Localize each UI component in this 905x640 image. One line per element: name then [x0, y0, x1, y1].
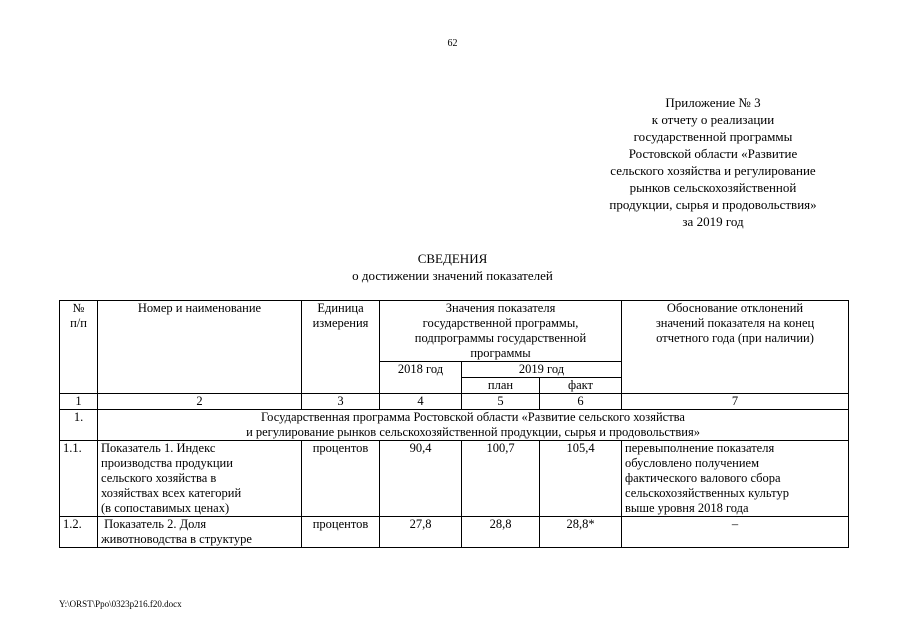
row-fact: 105,4 [540, 441, 622, 517]
header-fact: факт [540, 378, 622, 394]
section-title [98, 410, 849, 441]
appendix-line: Приложение № 3 [665, 95, 761, 110]
appendix-line: рынков сельскохозяйственной [629, 180, 797, 195]
row-unit: процентов [302, 517, 380, 548]
title-main: СВЕДЕНИЯ [417, 251, 488, 266]
row-name-line: хозяйствах всех категорий [101, 486, 242, 500]
row-reason-line: обусловлено получением [625, 456, 759, 470]
row-name-line: (в сопоставимых ценах) [101, 501, 230, 515]
row-reason [622, 441, 849, 517]
appendix-line: к отчету о реализации [651, 112, 775, 127]
row-plan: 28,8 [462, 517, 540, 548]
header-row [60, 301, 849, 362]
row-name-line: Показатель 2. Доля [101, 517, 207, 531]
header-unit [302, 301, 380, 394]
col-number: 6 [540, 394, 622, 410]
row-value-2018: 27,8 [380, 517, 462, 548]
header-values-line: Значения показателя [445, 301, 556, 315]
section-num: 1. [60, 410, 98, 441]
table-row [60, 517, 849, 548]
header-values-line: программы [470, 346, 531, 360]
header-values-line: государственной программы, [422, 316, 579, 330]
header-year-2019: 2019 год [462, 362, 622, 378]
appendix-line: Ростовской области «Развитие [628, 146, 798, 161]
header-values [380, 301, 622, 362]
col-number: 5 [462, 394, 540, 410]
appendix-line: за 2019 год [682, 214, 744, 229]
header-unit-line: измерения [312, 316, 369, 330]
row-unit: процентов [302, 441, 380, 517]
section-row [60, 410, 849, 441]
row-name-line: производства продукции [101, 456, 233, 470]
header-unit-line: Единица [317, 301, 364, 315]
header-reason-line: отчетного года (при наличии) [656, 331, 814, 345]
header-num-line: № [72, 301, 85, 315]
col-number: 3 [302, 394, 380, 410]
col-number: 4 [380, 394, 462, 410]
appendix-heading [582, 94, 844, 230]
header-values-line: подпрограммы государственной [414, 331, 587, 345]
col-number: 1 [60, 394, 98, 410]
file-path-footer: Y:\ORST\Ppo\0323p216.f20.docx [59, 599, 182, 609]
indicators-table [59, 300, 849, 548]
page-number: 62 [447, 38, 458, 49]
header-num-line: п/п [70, 316, 87, 330]
col-number: 2 [98, 394, 302, 410]
row-reason-line: сельскохозяйственных культур [625, 486, 789, 500]
document-title [0, 250, 905, 284]
header-reason [622, 301, 849, 394]
title-sub: о достижении значений показателей [352, 268, 553, 283]
row-fact: 28,8* [540, 517, 622, 548]
row-name [98, 517, 302, 548]
section-title-line: и регулирование рынков сельскохозяйственной продукции, сырья и продовольствия» [246, 425, 700, 439]
row-reason: – [622, 517, 849, 548]
header-num [60, 301, 98, 394]
row-name-line: животноводства в структуре [101, 532, 252, 546]
header-reason-line: Обоснование отклонений [666, 301, 804, 315]
row-num: 1.2. [60, 517, 98, 548]
row-num: 1.1. [60, 441, 98, 517]
appendix-line: сельского хозяйства и регулирование [610, 163, 816, 178]
header-reason-line: значений показателя на конец [655, 316, 815, 330]
appendix-line: государственной программы [633, 129, 793, 144]
row-name-line: Показатель 1. Индекс [101, 441, 216, 455]
section-title-line: Государственная программа Ростовской области «Развитие сельского хозяйства [261, 410, 685, 424]
header-year-2018: 2018 год [380, 362, 462, 394]
row-value-2018: 90,4 [380, 441, 462, 517]
row-reason-line: фактического валового сбора [625, 471, 781, 485]
row-reason-line: выше уровня 2018 года [625, 501, 749, 515]
col-number: 7 [622, 394, 849, 410]
appendix-line: продукции, сырья и продовольствия» [609, 197, 817, 212]
row-name [98, 441, 302, 517]
column-numbers-row [60, 394, 849, 410]
row-reason-line: перевыполнение показателя [625, 441, 775, 455]
header-name: Номер и наименование [98, 301, 302, 394]
row-name-line: сельского хозяйства в [101, 471, 217, 485]
header-plan: план [462, 378, 540, 394]
table-row [60, 441, 849, 517]
row-plan: 100,7 [462, 441, 540, 517]
